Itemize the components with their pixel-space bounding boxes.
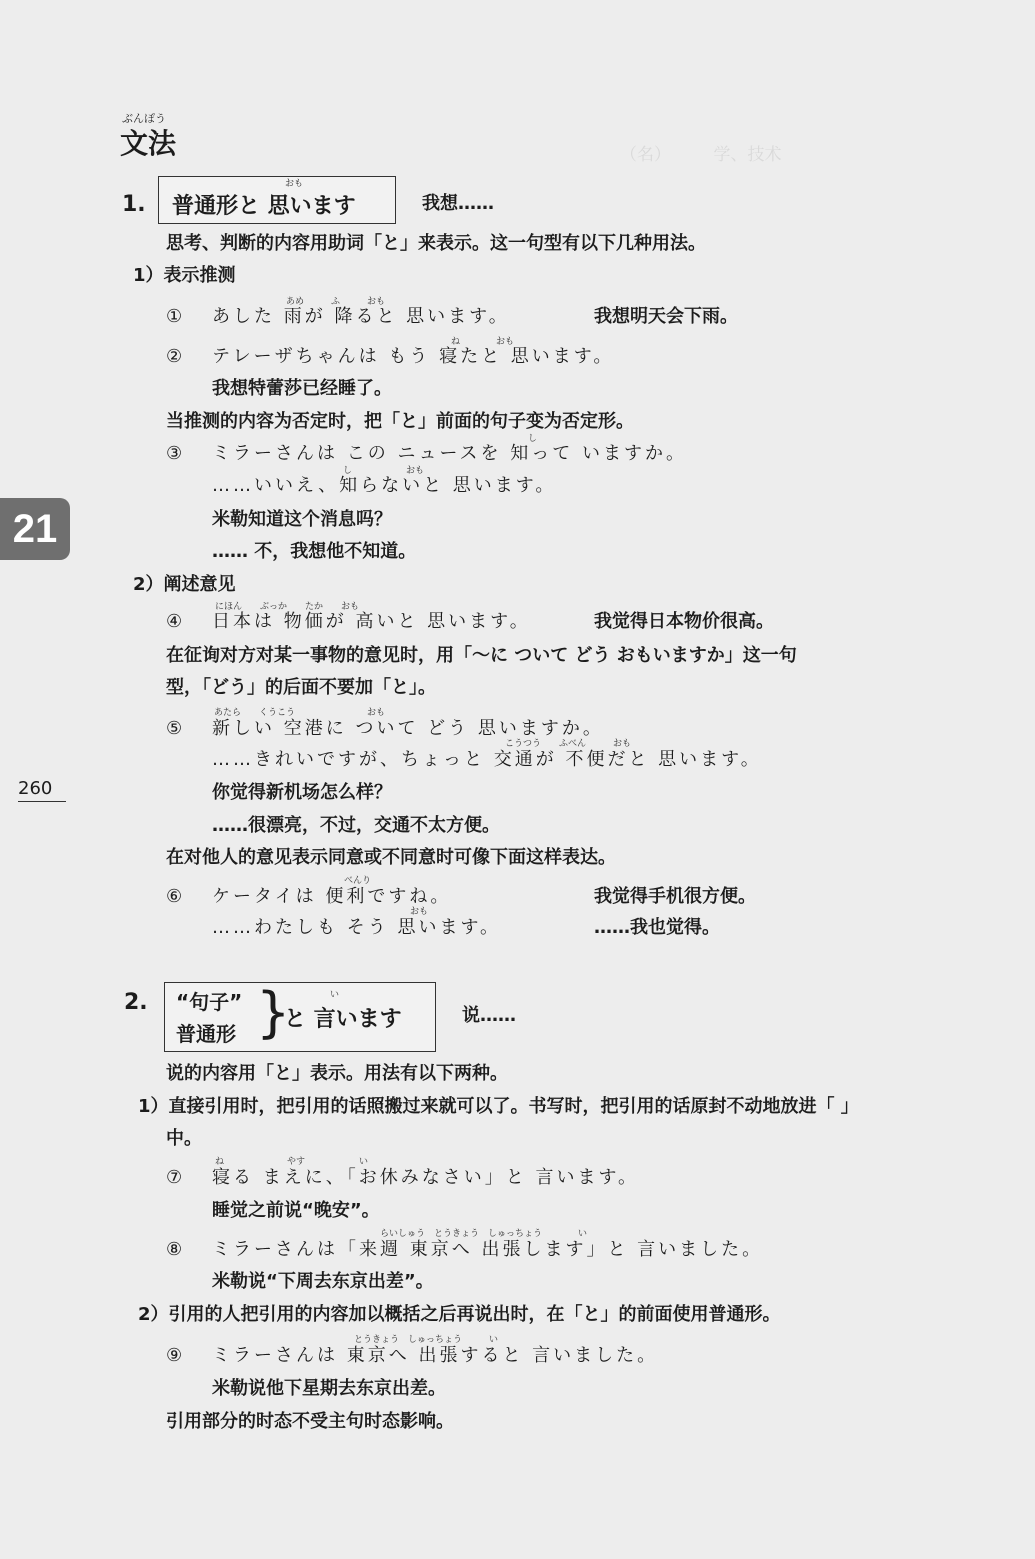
example-ruby: らいしゅう とうきょう しゅっちょう い — [380, 1229, 588, 1239]
example-chinese: 米勒说“下周去东京出差”。 — [212, 1271, 434, 1292]
example-number: ⑧ — [166, 1239, 183, 1260]
section2-sub2: 2）引用的人把引用的内容加以概括之后再说出时，在「と」的前面使用普通形。 — [138, 1304, 781, 1325]
example-chinese: 我觉得手机很方便。 — [594, 886, 756, 907]
example-ruby: にほん ぶっか たか おも — [215, 602, 360, 612]
example-chinese: ……很漂亮，不过，交通不太方便。 — [212, 815, 500, 836]
example-number: ⑥ — [166, 886, 183, 907]
example-chinese: 我觉得日本物价很高。 — [594, 611, 774, 632]
example-ruby: し — [528, 434, 538, 444]
page-number: 260 — [18, 778, 66, 802]
note-text: 在对他人的意见表示同意或不同意时可像下面这样表达。 — [166, 847, 616, 868]
section1-meaning: 我想…… — [422, 193, 494, 214]
note-text: 在征询对方对某一事物的意见时，用「～に ついて どう おもいますか」这一句 — [166, 645, 797, 666]
example-chinese: ……我也觉得。 — [594, 917, 720, 938]
example-chinese: 我想特蕾莎已经睡了。 — [212, 378, 392, 399]
example-number: ③ — [166, 443, 183, 464]
example-ruby: とうきょう しゅっちょう い — [354, 1335, 499, 1345]
example-japanese: 寝る まえに、「お休みなさい」と 言います。 — [212, 1167, 640, 1188]
example-japanese: 日本は 物価が 高いと 思います。 — [212, 611, 531, 632]
example-chinese: 米勒说他下星期去东京出差。 — [212, 1378, 446, 1399]
example-number: ② — [166, 346, 183, 367]
section2-option-plain-form: 普通形 — [176, 1022, 236, 1046]
section2-sub1: 1）直接引用时，把引用的话照搬过来就可以了。书写时，把引用的话原封不动地放进「 」 — [138, 1096, 859, 1117]
section2-heading: と 言います — [284, 1007, 402, 1032]
example-ruby: こうつう ふべん おも — [505, 739, 632, 749]
example-number: ⑨ — [166, 1345, 183, 1366]
example-japanese: ミラーさんは「来週 東京へ 出張します」と 言いました。 — [212, 1239, 764, 1260]
example-ruby: べんり — [344, 876, 372, 886]
example-japanese: ミラーさんは この ニュースを 知って いますか。 — [212, 443, 687, 464]
example-ruby: ね やす い — [215, 1157, 369, 1167]
note-text: 当推测的内容为否定时，把「と」前面的句子变为否定形。 — [166, 411, 634, 432]
section2-sub1-cont: 中。 — [166, 1128, 202, 1149]
section2-option-sentence: “句子” — [176, 990, 243, 1014]
note-text: 型，「どう」的后面不要加「と」。 — [166, 677, 436, 698]
example-chinese: 你觉得新机场怎么样？ — [212, 782, 392, 803]
example-number: ④ — [166, 611, 183, 632]
example-japanese: ……きれいですが、ちょっと 交通が 不便だと 思います。 — [212, 749, 762, 770]
section1-heading-ruby: おも — [285, 179, 304, 189]
example-japanese: 新しい 空港に ついて どう 思いますか。 — [212, 718, 604, 739]
section2-meaning: 说…… — [462, 1005, 516, 1026]
example-number: ① — [166, 306, 183, 327]
example-chinese: 睡觉之前说“晚安”。 — [212, 1200, 380, 1221]
example-ruby: あたら くうこう おも — [214, 708, 386, 718]
example-japanese: ケータイは 便利ですね。 — [212, 886, 452, 907]
example-chinese: 我想明天会下雨。 — [594, 306, 738, 327]
section2-intro: 说的内容用「と」表示。用法有以下两种。 — [166, 1063, 508, 1084]
example-ruby: あめ ふ おも — [286, 297, 386, 307]
example-japanese: テレーザちゃんは もう 寝たと 思います。 — [212, 346, 615, 367]
example-number: ⑤ — [166, 718, 183, 739]
example-japanese: ミラーさんは 東京へ 出張すると 言いました。 — [212, 1345, 659, 1366]
note-text: 引用部分的时态不受主句时态影响。 — [166, 1411, 454, 1432]
example-ruby: ね おも — [451, 337, 515, 347]
example-ruby: おも — [410, 907, 429, 917]
section2-number: 2. — [124, 990, 148, 1015]
example-japanese: ……いいえ、知らないと 思います。 — [212, 475, 557, 496]
section2-heading-ruby: い — [330, 990, 340, 1000]
section1-number: 1. — [122, 192, 146, 217]
page-title: 文法 — [120, 127, 177, 160]
example-chinese: 米勒知道这个消息吗？ — [212, 509, 392, 530]
chapter-tab: 21 — [0, 498, 70, 560]
example-chinese: …… 不，我想他不知道。 — [212, 541, 417, 562]
example-japanese: あした 雨が 降ると 思います。 — [212, 306, 510, 327]
example-japanese: ……わたしも そう 思います。 — [212, 917, 502, 938]
example-ruby: し おも — [343, 466, 425, 476]
brace-glyph: } — [256, 981, 291, 1044]
example-number: ⑦ — [166, 1167, 183, 1188]
title-ruby: ぶんぽう — [122, 112, 166, 125]
bleed-through-text: （名） 学、技术 — [620, 145, 782, 165]
section1-intro: 思考、判断的内容用助词「と」来表示。这一句型有以下几种用法。 — [166, 233, 706, 254]
section1-sub1: 1）表示推测 — [133, 265, 236, 286]
section1-sub2: 2）阐述意见 — [133, 574, 236, 595]
section1-heading: 普通形と 思います — [172, 194, 356, 219]
